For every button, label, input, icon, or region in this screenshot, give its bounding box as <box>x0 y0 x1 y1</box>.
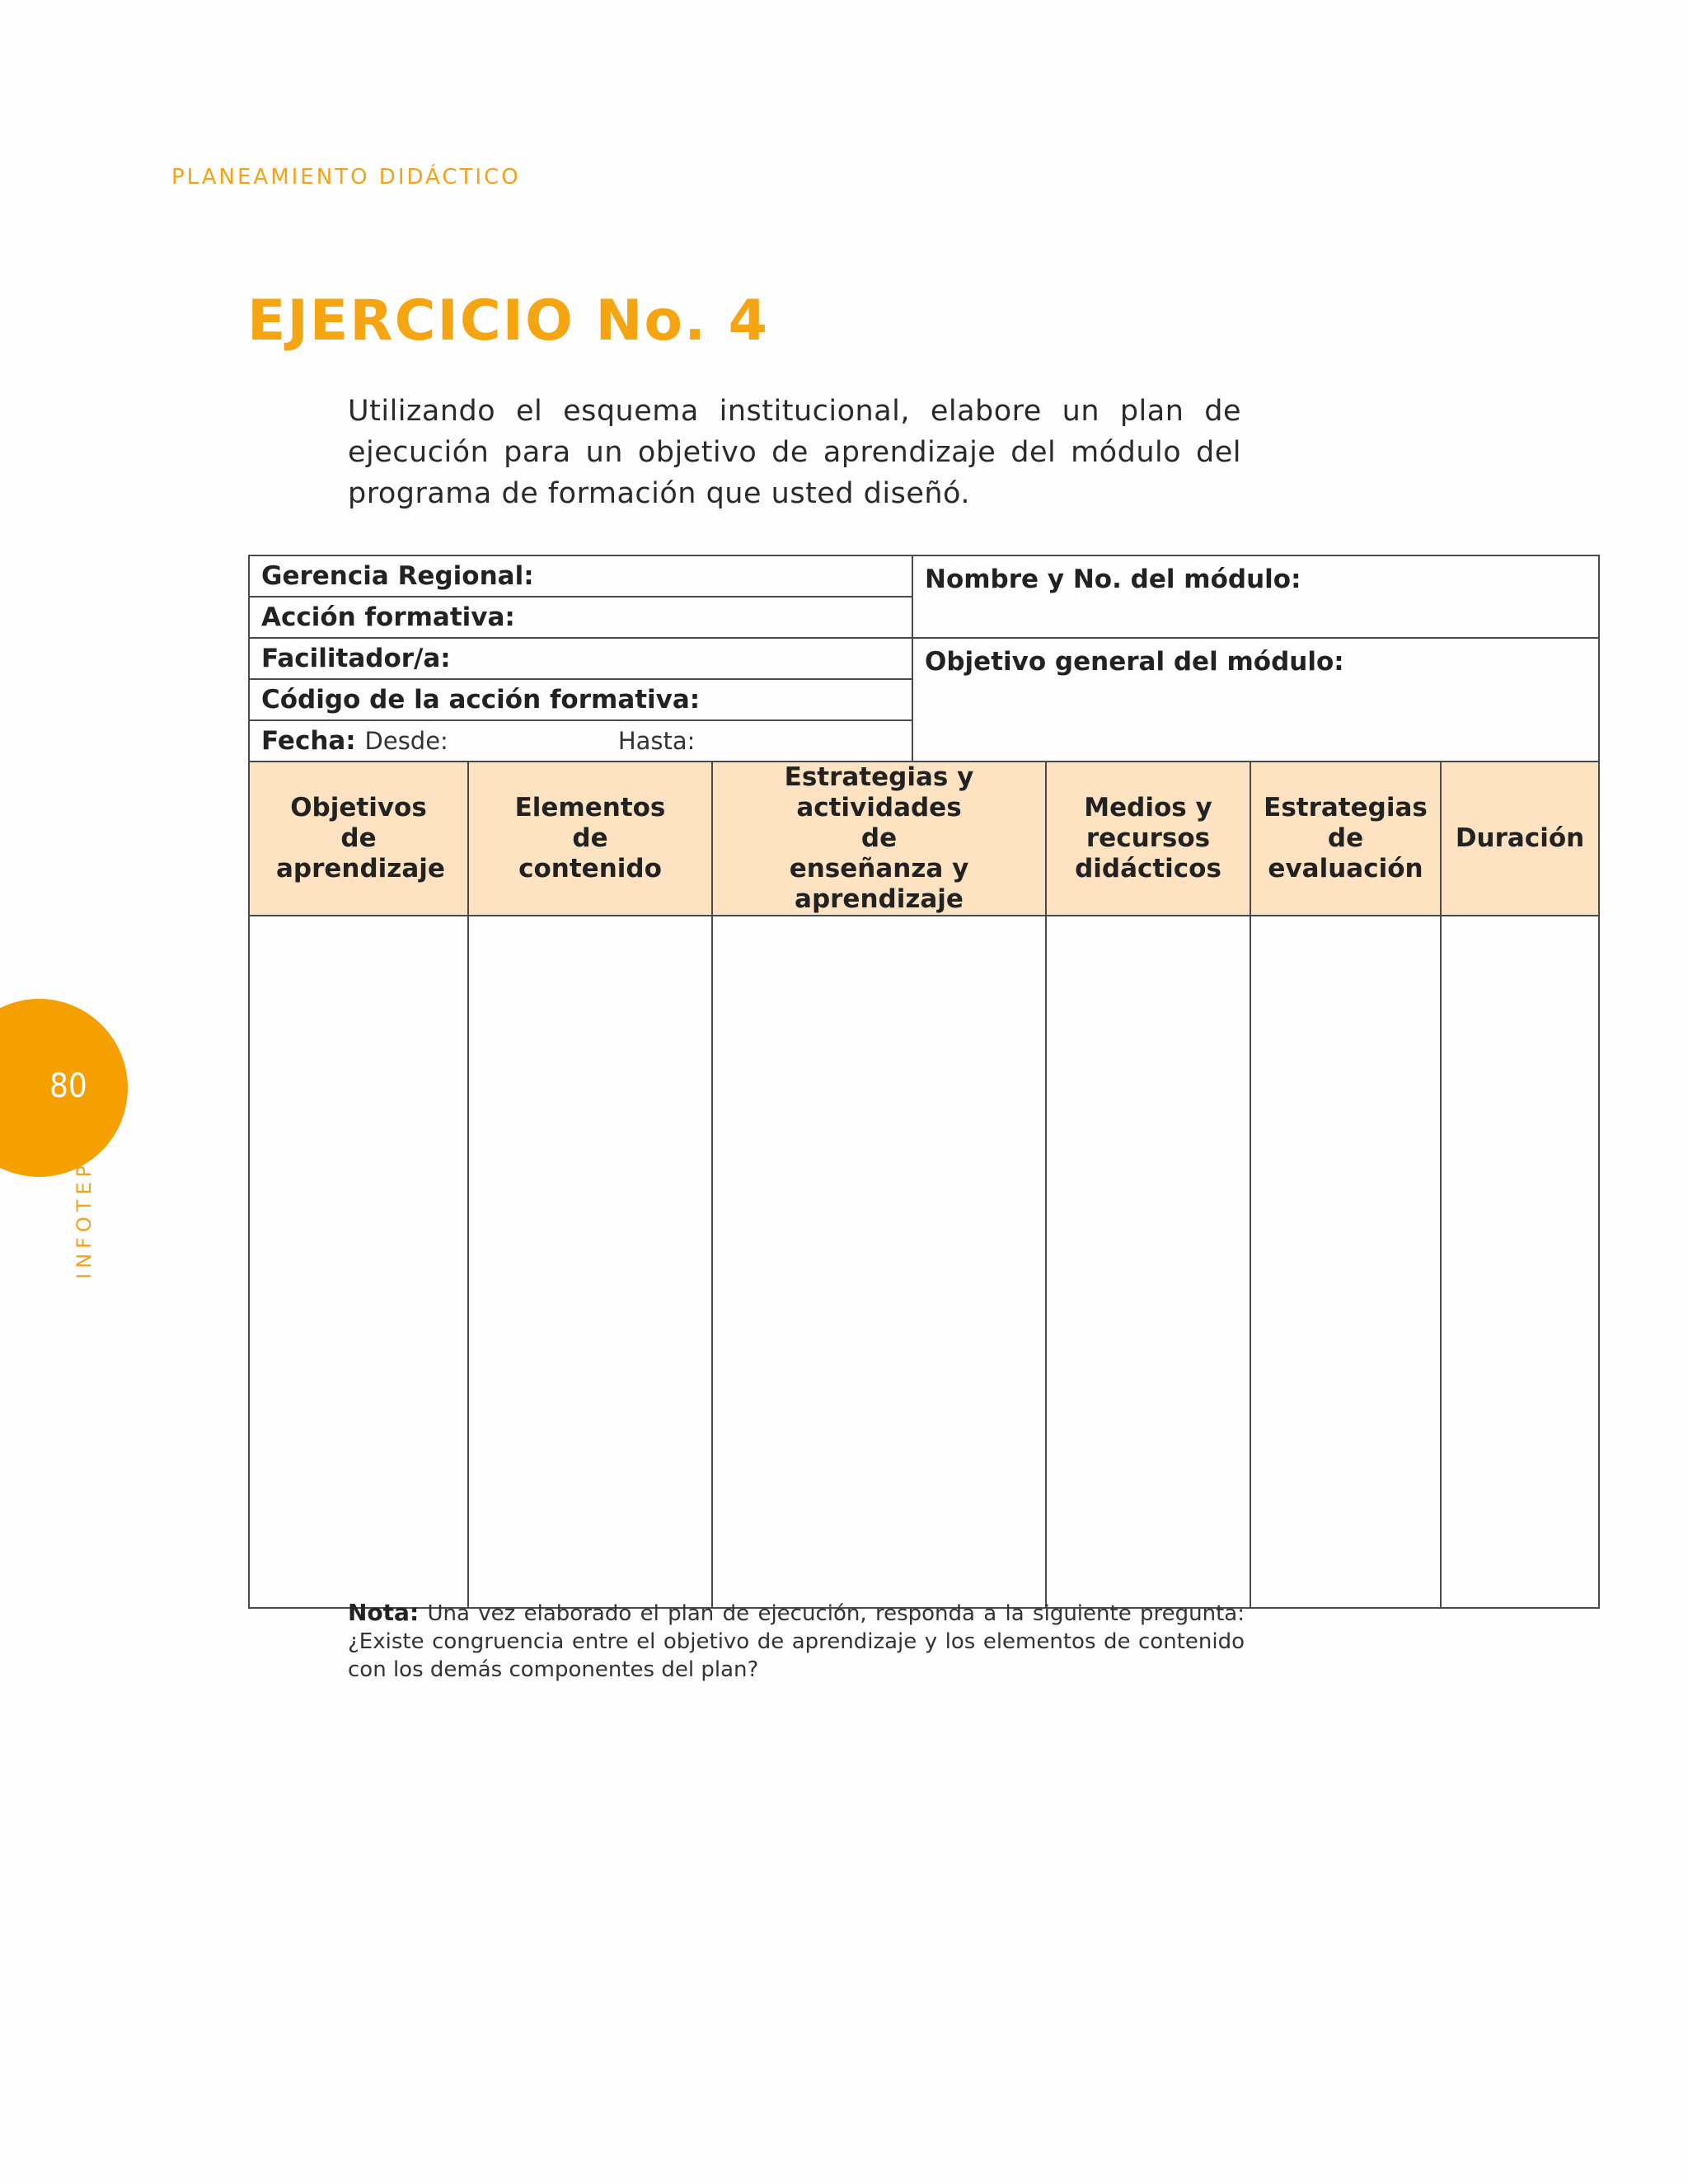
exercise-instructions: Utilizando el esquema institucional, elabore un plan de ejecución para un objetivo de aprendizaje del módulo del programa de formación que usted diseñó. <box>348 395 1241 510</box>
col-medios-line3: didácticos <box>1075 854 1221 883</box>
field-label: Facilitador/a: <box>261 644 451 673</box>
cell-elementos[interactable] <box>468 916 712 1608</box>
col-duracion-label: Duración <box>1455 823 1585 853</box>
field-nombre-modulo[interactable] <box>912 555 1599 638</box>
field-codigo-accion[interactable] <box>249 679 912 720</box>
field-label: Nombre y No. del módulo: <box>925 565 1301 594</box>
field-label: Acción formativa: <box>261 602 515 632</box>
field-facilitador[interactable] <box>249 638 912 679</box>
col-evaluacion <box>1250 762 1441 916</box>
fecha-desde-label: Desde: <box>364 727 448 755</box>
note-label: Nota: <box>348 1599 420 1626</box>
column-header-row <box>249 762 1599 916</box>
page-number: 80 <box>49 1067 87 1105</box>
col-evaluacion-line1: Estrategias <box>1264 793 1428 823</box>
form-row-facilitador <box>249 638 1599 679</box>
cell-duracion[interactable] <box>1441 916 1599 1608</box>
col-evaluacion-line3: evaluación <box>1268 854 1423 883</box>
cell-evaluacion[interactable] <box>1250 916 1441 1608</box>
field-objetivo-general[interactable] <box>912 638 1599 762</box>
col-medios-line1: Medios y <box>1084 793 1212 823</box>
form-row-gerencia <box>249 555 1599 597</box>
cell-medios[interactable] <box>1046 916 1250 1608</box>
col-objetivos <box>249 762 468 916</box>
col-estrategias-actividades-line2: de <box>860 823 898 853</box>
col-medios-line2: recursos <box>1085 823 1211 853</box>
field-label: Fecha: <box>261 726 356 756</box>
field-fecha[interactable] <box>249 720 912 762</box>
cell-estrategias-actividades[interactable] <box>712 916 1046 1608</box>
col-objetivos-label: Objetivos de aprendizaje <box>276 793 445 883</box>
plan-body-row <box>249 916 1599 1608</box>
exercise-title: EJERCICIO No. 4 <box>247 288 769 354</box>
col-estrategias-actividades-line3: enseñanza y aprendizaje <box>789 854 969 914</box>
col-medios <box>1046 762 1250 916</box>
field-label: Gerencia Regional: <box>261 561 534 591</box>
col-elementos-label: Elementos de contenido <box>514 793 666 883</box>
col-duracion <box>1441 762 1599 916</box>
note-paragraph <box>348 1599 1245 1684</box>
col-evaluacion-line2: de <box>1327 823 1364 853</box>
field-label: Objetivo general del módulo: <box>925 647 1344 677</box>
cell-objetivos[interactable] <box>249 916 468 1608</box>
fecha-hasta-label: Hasta: <box>617 727 696 755</box>
execution-plan-table <box>248 555 1600 1609</box>
col-elementos <box>468 762 712 916</box>
field-label: Código de la acción formativa: <box>261 685 701 715</box>
note-text: Una vez elaborado el plan de ejecución, responda a la siguiente pregunta: ¿Existe congruencia entre el objetivo de aprendizaje y los elementos de contenido con los demás componentes del plan? <box>348 1601 1245 1682</box>
col-estrategias-actividades-line1: Estrategias y actividades <box>784 762 974 823</box>
field-accion-formativa[interactable] <box>249 597 912 638</box>
field-gerencia-regional[interactable] <box>249 555 912 597</box>
running-header: PLANEAMIENTO DIDÁCTICO <box>171 165 521 190</box>
publisher-label: INFOTEP <box>73 1160 96 1279</box>
col-estrategias-actividades <box>712 762 1046 916</box>
